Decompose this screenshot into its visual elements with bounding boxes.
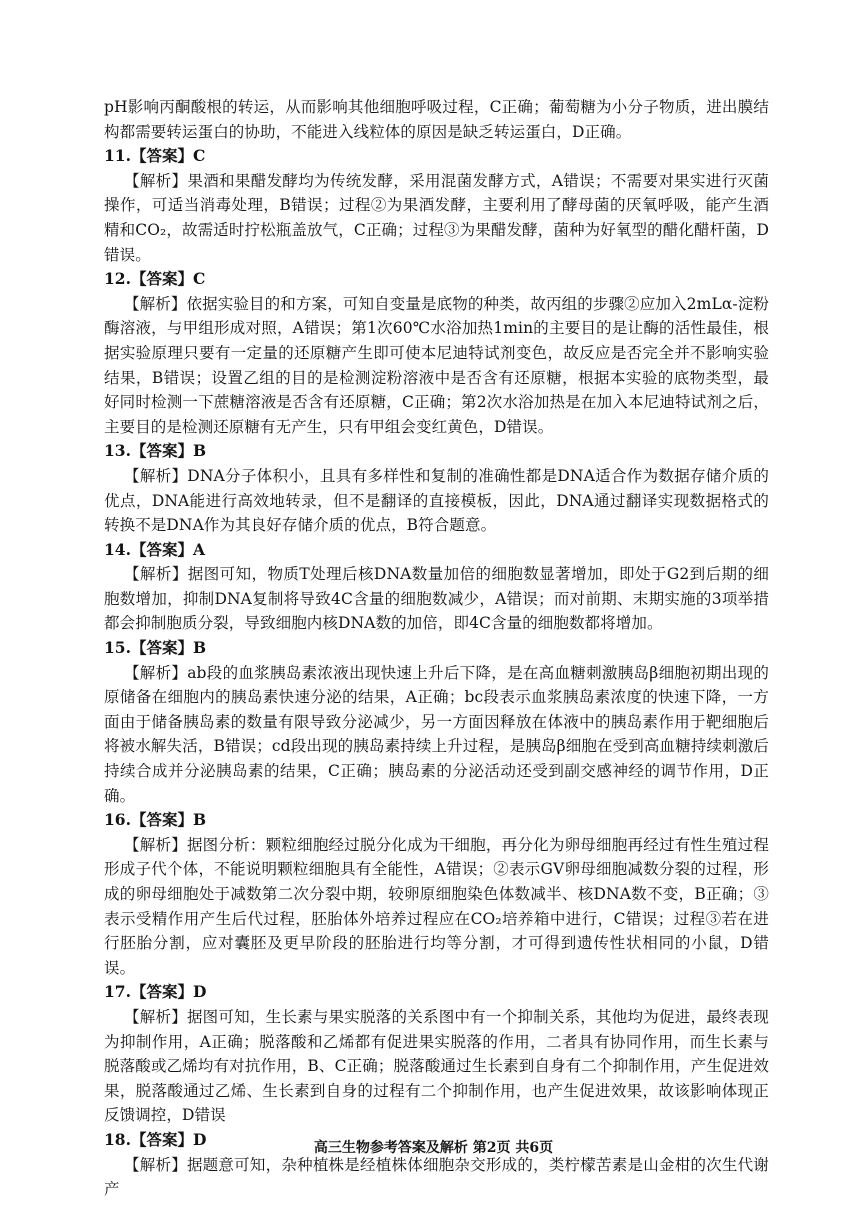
explanation-11: 【解析】果酒和果醋发酵均为传统发酵，采用混菌发酵方式，A错误；不需要对果实进行灭菌操作，可适当消毒处理，B错误；过程②为果酒发酵，主要利用了酵母菌的厌氧呼吸，能产生酒精和CO₂，故需适时拧松瓶盖放气，C正确；过程③为果醋发酵，菌种为好氧型的醋化醋杆菌，D错误。: [104, 171, 769, 264]
answer-content: [104, 95, 769, 1202]
explanation-12: 【解析】依据实验目的和方案，可知自变量是底物的种类，故丙组的步骤②应加入2mLα-淀粉酶溶液，与甲组形成对照，A错误；第1次60℃水浴加热1min的主要目的是让酶的活性最佳，根据实验原理只要有一定量的还原糖产生即可使本尼迪特试剂变色，故反应是否完全并不影响实验结果，B错误；设置乙组的目的是检测淀粉溶液中是否含有还原糖，根据本实验的底物类型，最好同时检测一下蔗糖溶液是否含有还原糖，C正确；第2次水浴加热是在加入本尼迪特试剂之后，主要目的是检测还原糖有无产生，只有甲组会变红黄色，D错误。: [104, 294, 769, 436]
answer-16: 16.【答案】B: [104, 810, 207, 830]
answer-12: 12.【答案】C: [104, 269, 206, 289]
answer-13: 13.【答案】B: [104, 441, 207, 461]
explanation-13: 【解析】DNA分子体积小，且具有多样性和复制的准确性都是DNA适合作为数据存储介质的优点，DNA能进行高效地转录，但不是翻译的直接模板，因此，DNA通过翻译实现数据格式的转换不是DNA作为其良好存储介质的优点，B符合题意。: [104, 466, 769, 535]
answer-15: 15.【答案】B: [104, 638, 207, 658]
explanation-16: 【解析】据图分析：颗粒细胞经过脱分化成为干细胞，再分化为卵母细胞再经过有性生殖过程形成子代个体，不能说明颗粒细胞具有全能性，A错误；②表示GV卵母细胞减数分裂的过程，形成的卵母细胞处于减数第二次分裂中期，较卵原细胞染色体数减半、核DNA数不变，B正确；③表示受精作用产生后代过程，胚胎体外培养过程应在CO₂培养箱中进行，C错误；过程③若在进行胚胎分割，应对囊胚及更早阶段的胚胎进行均等分割，才可得到遗传性状相同的小鼠，D错误。: [104, 835, 769, 977]
explanation-17: 【解析】据图可知，生长素与果实脱落的关系图中有一个抑制关系，其他均为促进，最终表现为抑制作用，A正确；脱落酸和乙烯都有促进果实脱落的作用，二者具有协同作用，而生长素与脱落酸或乙烯均有对抗作用，B、C正确；脱落酸通过生长素到自身有二个抑制作用，产生促进效果，脱落酸通过乙烯、生长素到自身的过程有二个抑制作用，也产生促进效果，故该影响体现正反馈调控，D错误: [104, 1007, 769, 1125]
answer-17: 17.【答案】D: [104, 982, 207, 1002]
explanation-15: 【解析】ab段的血浆胰岛素浓液出现快速上升后下降，是在高血糖刺激胰岛β细胞初期出现的原储备在细胞内的胰岛素快速分泌的结果，A正确；bc段表示血浆胰岛素浓度的快速下降，一方面由于储备胰岛素的数量有限导致分泌减少，另一方面因释放在体液中的胰岛素作用于靶细胞后将被水解失活，B错误；cd段出现的胰岛素持续上升过程，是胰岛β细胞在受到高血糖持续刺激后持续合成并分泌胰岛素的结果，C正确；胰岛素的分泌活动还受到副交感神经的调节作用，D正确。: [104, 663, 769, 805]
answer-14: 14.【答案】A: [104, 539, 205, 559]
explanation-18: 【解析】据题意可知，杂种植株是经植株体细胞杂交形成的，类柠檬苦素是山金柑的次生代谢产: [104, 1155, 769, 1199]
answer-11: 11.【答案】C: [104, 146, 206, 166]
explanation-14: 【解析】据图可知，物质T处理后核DNA数量加倍的细胞数显著增加，即处于G2到后期的细胞数增加，抑制DNA复制将导致4C含量的细胞数减少，A错误；而对前期、末期实施的3项举措都会抑制胞质分裂，导致细胞内核DNA数的加倍，即4C含量的细胞数都将增加。: [104, 565, 769, 633]
explanation-10-continued: pH影响丙酮酸根的转运，从而影响其他细胞呼吸过程，C正确；葡萄糖为小分子物质，进出膜结构都需要转运蛋白的协助，不能进入线粒体的原因是缺乏转运蛋白，D正确。: [104, 98, 769, 141]
answer-18: 18.【答案】D: [104, 1129, 207, 1149]
page-footer: 高三生物参考答案及解析 第2页 共6页: [313, 1140, 554, 1156]
